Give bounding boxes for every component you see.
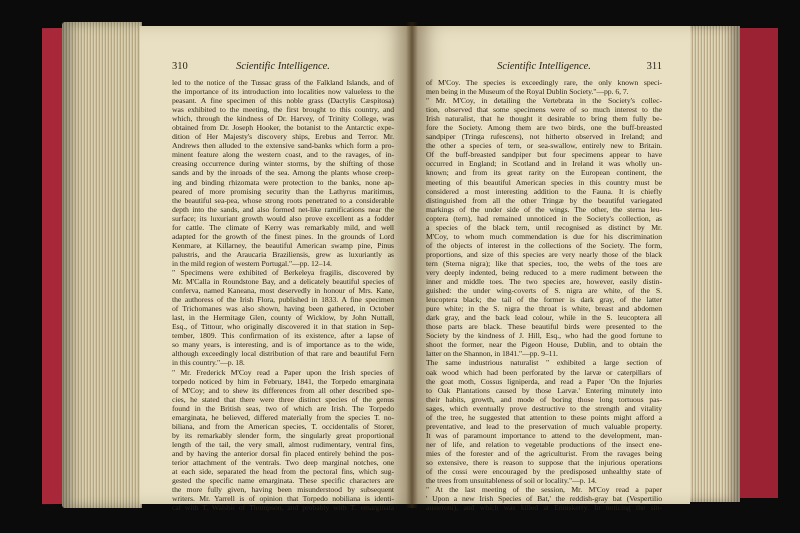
text-line: Esq., of Tittour, who originally discovered it in that station in Sep- (172, 322, 394, 332)
right-page (412, 26, 690, 513)
text-line: " Mr. M'Coy, in detailing the Vertebrata in the Society's collec- (426, 96, 662, 106)
text-line: latter on the Shannon, in 1841."—pp. 9–11. (426, 349, 558, 359)
page-block-right (688, 26, 740, 502)
text-line: sands and by the inroads of the sea. Among the plants whose creep- (172, 168, 394, 178)
text-line: shoot the former, near the Pigeon House, Dublin, and to obtain the (426, 340, 662, 350)
text-line: the goat moth, Cossus ligniperda, and read a Paper 'On the Injuries (426, 376, 662, 386)
text-line: It was of paramount importance to attend to the development, man- (426, 430, 662, 440)
text-line: emarginata, he believed, differed materially from the species T. no- (172, 412, 394, 422)
text-line: surface; its luxuriant growth would also prove excellent as a fodder (172, 213, 394, 223)
text-line: of the cossi were encouraged by the predisposed unhealthy state of (426, 467, 662, 477)
text-line: tion, observed that some specimens were of so much interest to the (426, 105, 662, 115)
text-line: tember, 1809. This confirmation of its existence, after a lapse of (172, 331, 394, 341)
text-line: dition of Her Majesty's discovery ships, Erebus and Terror. Mr. (172, 132, 394, 142)
page-number: 310 (172, 61, 188, 72)
text-line: tern (Sterna nigra); like that species, too, the webs of the toes are (426, 258, 662, 268)
text-line: Of the buff-breasted sandpiper but four specimens appear to have (426, 150, 662, 160)
text-line: by its remarkably slender form, the singularly great proportional (172, 430, 394, 440)
text-line: palustris, and the Araucaria Braziliensis, grew as luxuriantly as (172, 249, 394, 259)
text-line: ing and binding rhizomata were protection to the banks, none ap- (172, 177, 394, 187)
text-line: austeroni), and which was killed at Enniskerry. In noticing the sin- (426, 503, 662, 513)
text-line: The same industrious naturalist " exhibited a large section of (426, 358, 662, 368)
text-line: terior attachment of the ventrals. Two deep marginal notches, one (172, 457, 394, 467)
text-line: torpedo noticed by him in February, 1841, the Torpedo emarginata (172, 376, 394, 386)
text-line: coptera (tern), had remained unnoticed in the Society's collection, as (426, 213, 662, 223)
text-line: found in the British seas, two of which are Irish. The Torpedo (172, 403, 394, 413)
text-line: " Mr. Frederick M'Coy read a Paper upon the Irish species of (172, 367, 394, 377)
text-line: Andrews then alluded to the extensive sand-banks which form a pro- (172, 141, 394, 151)
text-line: writers. Mr. Yarrell is of opinion that Torpedo nobiliana is identi- (172, 494, 394, 504)
text-line: " Specimens were exhibited of Berkeleya fragilis, discovered by (172, 267, 394, 277)
text-line: pure white; in the S. nigra the throat is white, breast and abdomen (426, 304, 662, 314)
text-line: those parts are black. These beautiful birds were presented to the (426, 322, 662, 332)
text-line: peared of more promising security than the Lathyrus maritimus, (172, 186, 394, 196)
text-line: leucoptera black; the tail of the former is dark gray, of the latter (426, 295, 662, 305)
running-title: Scientific Intelligence. (236, 61, 330, 72)
text-line: for cattle. The climate of Kerry was remarkably mild, and well (172, 222, 394, 232)
text-line: of the tree, he suggested that attention to these points might afford a (426, 412, 662, 422)
text-line: proportions, and size of this species are very nearly those of the black (426, 249, 662, 259)
text-line: the trees from unsuitableness of soil or locality."—p. 14. (426, 476, 597, 486)
text-line: although exceedingly local distribution of that rare and beautiful Fern (172, 349, 394, 359)
text-line: known; and from its great rarity on the European continent, the (426, 168, 662, 178)
text-line: and by having the anterior dorsal fin placed entirely behind the pos- (172, 448, 394, 458)
left-page-text (172, 78, 394, 513)
text-line: so many years, is interesting, and is of importance as to the wide, (172, 340, 394, 350)
text-line: minent feature along the western coast, and to the ravages, of in- (172, 150, 394, 160)
text-line: " At the last meeting of the session, Mr. M'Coy read a paper (426, 485, 662, 495)
text-line: the other a species of tern, or sea-swallow, entirely new to Britain. (426, 141, 662, 151)
text-line: gested the specific name emarginata. These specific characters are (172, 476, 394, 486)
text-line: of Trichomanes was also shown, having been gathered, in October (172, 304, 394, 314)
text-line: last, in the Hermitage Glen, county of Wicklow, by John Nuttall, (172, 313, 394, 323)
text-line: at each side, separated the head from the pectoral fins, which sug- (172, 467, 394, 477)
text-line: sandpiper (Tringa rufescens), not hitherto observed in Ireland; and (426, 132, 662, 142)
text-line: guished: the under wing-coverts of S. nigra are white, of the S. (426, 286, 662, 296)
text-line: conferva, named Kaneana, most deservedly in honour of Mrs. Kane, (172, 286, 394, 296)
text-line: Kenmare, at Killarney, the beautiful American swamp pine, Pinus (172, 240, 394, 250)
text-line: men being in the Museum of the Royal Dublin Society."—pp. 6, 7. (426, 87, 629, 97)
text-line: creasing occurrence during winter storms, by the shifting of those (172, 159, 394, 169)
text-line: the authoress of the Irish Flora, published in 1833. A fine specimen (172, 295, 394, 305)
right-page-header (426, 60, 662, 74)
text-line: occurred in England; in Scotland and in Ireland it was wholly un- (426, 159, 662, 169)
text-line: peasant. A fine specimen of this noble grass (Dactylis Cæspitosa) (172, 96, 394, 106)
text-line: a species of the black tern, until recognised as distinct by Mr. (426, 222, 662, 232)
text-line: biliana, and from the American species, T. occidentalis of Storer, (172, 421, 394, 431)
text-line: obtained from Dr. Joseph Hooker, the botanist to the Antarctic expe- (172, 123, 394, 133)
text-line: of M'Coy; and to shew its differences from all other described spe- (172, 385, 394, 395)
text-line: inner and middle toes. The two species are, however, easily distin- (426, 277, 662, 287)
text-line: sages, which eventually prove destructive to the strength and vitality (426, 403, 662, 413)
text-line: Irish naturalist, that he thought it desirable to bring them fully be- (426, 114, 662, 124)
text-line: depth into the sands, and also formed net-like ramifications near the (172, 204, 394, 214)
book-gutter (406, 22, 418, 508)
text-line: M'Coy, to whom much commendation is due for his discrimination (426, 231, 662, 241)
text-line: the more fully given, having been misunderstood by subsequent (172, 485, 394, 495)
left-page (140, 26, 412, 513)
left-page-header (172, 60, 394, 74)
text-line: of the objects of interest in the collections of the Society. The form, (426, 240, 662, 250)
text-line: in the mild region of western Portugal."—pp. 12–14. (172, 258, 332, 268)
text-line: the beautiful sea-pea, whose strong roots penetrated to a considerable (172, 195, 394, 205)
text-line: which, through the kindness of Dr. Harvey, of Trinity College, was (172, 114, 394, 124)
page-number: 311 (646, 61, 662, 72)
text-line: mies of the forester and of the agriculturist. From the ravages being (426, 448, 662, 458)
text-line: meeting of this beautiful American species in this country must be (426, 177, 662, 187)
text-line: distinguished from all the other Tringæ by the beautiful variegated (426, 195, 662, 205)
text-line: of M'Coy. The species is exceedingly rare, the only known speci- (426, 78, 662, 87)
text-line: very deeply indented, being reduced to a mere rudiment between the (426, 267, 662, 277)
text-line: so extensive, there is reason to suppose that the injurious operations (426, 457, 662, 467)
text-line: ner of life, and relation to vegetable productions of the insect ene- (426, 439, 662, 449)
text-line: the importance of its introduction into localities now valueless to the (172, 87, 394, 97)
text-line: to Oak Plantations caused by those Larvæ.' Entering minutely into (426, 385, 662, 395)
text-line: was exhibited to the meeting, the first brought to this country, and (172, 105, 394, 115)
text-line: length of the tail, the very small, almost rudimentary, ventral fins, (172, 439, 394, 449)
text-line: Society by the kindness of J. Hill, Esq., who had the good fortune to (426, 331, 662, 341)
text-line: led to the notice of the Tussac grass of the Falkland Islands, and of (172, 78, 394, 87)
text-line: their habits, growth, and mode of boring those long tortuous pas- (426, 394, 662, 404)
text-line: oak wood which had been perforated by the larvæ or caterpillars of (426, 367, 662, 377)
text-line: cies, he stated that there were three distinct species of the genus (172, 394, 394, 404)
right-page-text (426, 78, 662, 513)
red-cover-right (736, 28, 778, 498)
text-line: considered a most interesting addition to the Fauna. It is chiefly (426, 186, 662, 196)
text-line: dark gray, and the back lead colour, while in the S. leucoptera all (426, 313, 662, 323)
text-line: markings of the under side of the wings. The other, the sterna leu- (426, 204, 662, 214)
running-title: Scientific Intelligence. (497, 61, 591, 72)
text-line: adapted for the growth of the finest pines. In the grounds of Lord (172, 231, 394, 241)
text-line: preventative, and lead to the preservation of much valuable property. (426, 421, 662, 431)
text-line: fore the Society. Among them are two birds, one the buff-breasted (426, 123, 662, 133)
page-block-left (62, 22, 142, 508)
text-line: ' Upon a new Irish Species of Bat,' the reddish-gray bat (Vespertilio (426, 494, 662, 504)
text-line: in this country."—p. 18. (172, 358, 245, 368)
text-line: cal with T. Walshii of Thompson, and probably with T. emarginata (172, 503, 394, 513)
text-line: Mr. M'Calla in Roundstone Bay, and a delicately beautiful species of (172, 277, 394, 287)
